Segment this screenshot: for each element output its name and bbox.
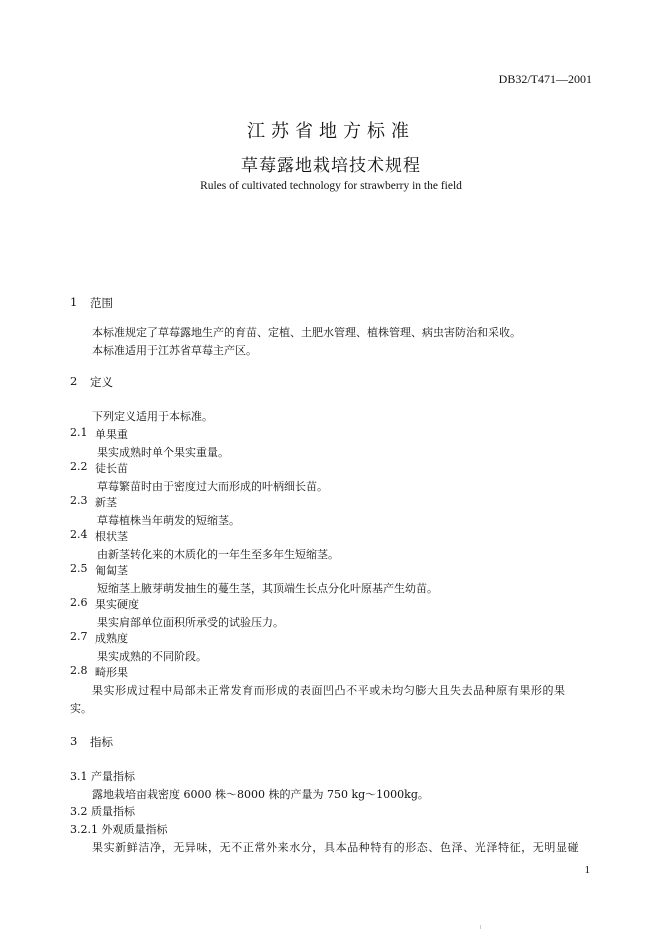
standard-title: 江苏省地方标准 xyxy=(247,121,415,142)
section-3-number: 3 xyxy=(70,734,78,748)
definition-text: 果实形成过程中局部未正常发育而形成的表面凹凸不平或未均匀膨大且失去品种原有果形的果 xyxy=(92,684,566,697)
document-title: 草莓露地栽培技术规程 xyxy=(241,156,421,176)
definition-term: 果实硬度 xyxy=(95,598,139,611)
definition-term: 畸形果 xyxy=(95,666,128,679)
section-1-paragraph: 本标准适用于江苏省草莓主产区。 xyxy=(92,344,257,357)
section-1-heading: 范围 xyxy=(90,296,113,310)
subsection-3-1-text: 露地栽培亩栽密度 6000 株～8000 株的产量为 750 kg～1000kg。 xyxy=(92,788,429,801)
definition-term: 新茎 xyxy=(95,496,117,509)
definition-text: 草莓植株当年萌发的短缩茎。 xyxy=(97,514,240,527)
definition-text: 果实成熟的不同阶段。 xyxy=(97,650,207,663)
page-number: 1 xyxy=(584,864,590,876)
definition-number: 2.1 xyxy=(70,426,88,439)
definition-term: 匍匐茎 xyxy=(95,564,128,577)
definition-text-continued: 实。 xyxy=(70,702,92,715)
subsection-3-2-1-heading: 3.2.1 外观质量指标 xyxy=(70,823,168,836)
definition-text: 果实肩部单位面积所承受的试验压力。 xyxy=(97,616,284,629)
definition-text: 由新茎转化来的木质化的一年生至多年生短缩茎。 xyxy=(97,548,339,561)
definition-term: 成熟度 xyxy=(95,632,128,645)
definition-number: 2.6 xyxy=(70,596,88,609)
subsection-3-1-heading: 3.1 产量指标 xyxy=(70,770,135,783)
section-1-paragraph: 本标准规定了草莓露地生产的育苗、定植、土肥水管理、植株管理、病虫害防治和采收。 xyxy=(92,326,521,339)
definition-number: 2.2 xyxy=(70,460,88,473)
definition-number: 2.5 xyxy=(70,562,88,575)
subsection-3-2-heading: 3.2 质量指标 xyxy=(70,805,135,818)
section-2-intro: 下列定义适用于本标准。 xyxy=(92,410,213,423)
definition-number: 2.3 xyxy=(70,494,88,507)
english-title: Rules of cultivated technology for strawberry in the field xyxy=(200,180,462,192)
document-number: DB32/T471—2001 xyxy=(498,72,592,86)
scan-edge-mark xyxy=(0,925,662,929)
section-2-heading: 定义 xyxy=(90,375,113,389)
definition-term: 徒长苗 xyxy=(95,462,128,475)
definition-term: 根状茎 xyxy=(95,530,128,543)
definition-number: 2.7 xyxy=(70,630,88,643)
definition-term: 单果重 xyxy=(95,428,128,441)
definition-text: 草莓繁苗时由于密度过大而形成的叶柄细长苗。 xyxy=(97,480,328,493)
definition-number: 2.4 xyxy=(70,528,88,541)
subsection-3-2-1-text: 果实新鲜洁净，无异味，无不正常外来水分，具本品种特有的形态、色泽、光泽特征，无明显碰 xyxy=(92,841,580,854)
section-1-number: 1 xyxy=(70,295,78,309)
section-3-heading: 指标 xyxy=(90,735,113,749)
section-2-number: 2 xyxy=(70,374,78,388)
definition-text: 果实成熟时单个果实重量。 xyxy=(97,446,229,459)
definition-text: 短缩茎上腋芽萌发抽生的蔓生茎，其顶端生长点分化叶原基产生幼苗。 xyxy=(97,582,438,595)
definition-number: 2.8 xyxy=(70,664,88,677)
